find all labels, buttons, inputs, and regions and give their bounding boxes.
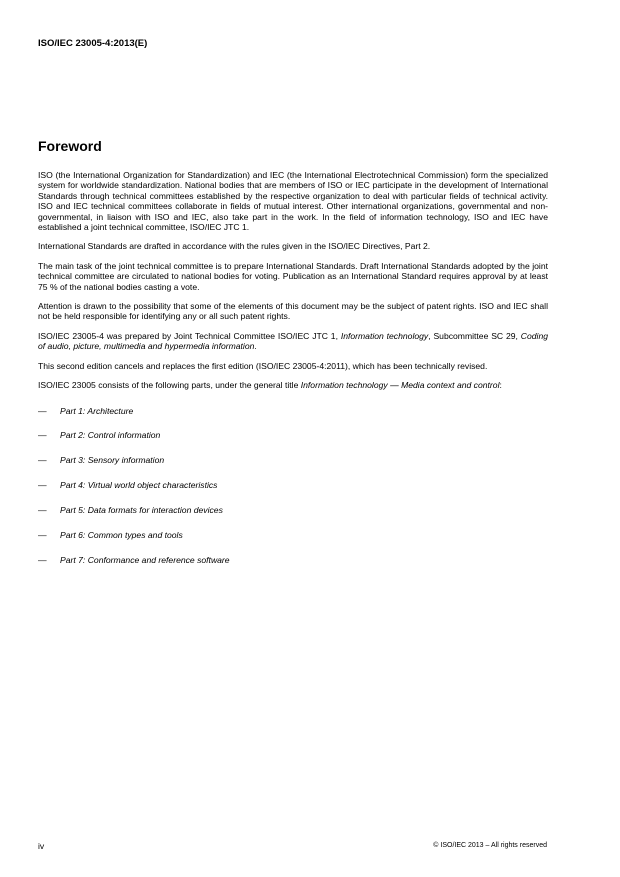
prepared-italic-technology: Information technology — [340, 330, 429, 341]
list-item — [38, 430, 548, 440]
parts-intro-suffix: : — [499, 380, 502, 391]
prepared-middle: , Subcommittee SC 29, — [428, 330, 521, 341]
list-dash: — — [38, 554, 47, 565]
parts-list — [38, 406, 548, 566]
list-dash: — — [38, 455, 47, 466]
list-item-text: Part 4: Virtual world object characteristics — [60, 480, 218, 491]
list-item — [38, 406, 548, 416]
paragraph-parts-intro — [38, 380, 548, 390]
paragraph-patent: Attention is drawn to the possibility that some of the elements of this document may be the subject of patent rights. ISO and IEC shall not be held responsible for identifying any or all such patent rights. — [38, 301, 548, 322]
prepared-italic-coding: Coding of audio, picture, multimedia and hypermedia information — [38, 330, 548, 352]
parts-intro-title: Information technology — Media context and control — [300, 380, 500, 391]
list-item-text: Part 5: Data formats for interaction devices — [60, 505, 223, 516]
list-item-text: Part 2: Control information — [60, 430, 161, 441]
list-item — [38, 480, 548, 490]
list-dash: — — [38, 505, 47, 516]
foreword-body — [38, 170, 548, 580]
parts-intro-prefix: ISO/IEC 23005 consists of the following parts, under the general title — [38, 380, 301, 391]
copyright-notice: © ISO/IEC 2013 – All rights reserved — [433, 842, 547, 849]
prepared-suffix: . — [254, 341, 257, 352]
page-number: iv — [38, 841, 45, 851]
paragraph-prepared-by — [38, 331, 548, 352]
prepared-prefix: ISO/IEC 23005-4 was prepared by Joint Technical Committee ISO/IEC JTC 1, — [38, 330, 341, 341]
list-item-text: Part 3: Sensory information — [60, 455, 165, 466]
list-dash: — — [38, 480, 47, 491]
paragraph-organizations: ISO (the International Organization for Standardization) and IEC (the International Electrotechnical Commission) form the specialized system for worldwide standardization. National bodies that are members of ISO or IEC participate in the development of International Standards through technical committees established by the respective organization to deal with particular fields of technical activity. ISO and IEC technical committees collaborate in fields of mutual interest. Other international organizations, governmental and non-governmental, in liaison with ISO and IEC, also take part in the work. In the field of information technology, ISO and IEC have established a joint technical committee, ISO/IEC JTC 1. — [38, 170, 548, 233]
list-dash: — — [38, 530, 47, 541]
list-dash: — — [38, 430, 47, 441]
list-item — [38, 555, 548, 565]
list-item-text: Part 6: Common types and tools — [60, 530, 183, 541]
list-item — [38, 530, 548, 540]
page-title: Foreword — [38, 138, 102, 154]
list-item — [38, 505, 548, 515]
list-item-text: Part 1: Architecture — [60, 405, 134, 416]
paragraph-drafting: International Standards are drafted in accordance with the rules given in the ISO/IEC Directives, Part 2. — [38, 241, 431, 252]
list-item-text: Part 7: Conformance and reference software — [60, 554, 230, 565]
document-header: ISO/IEC 23005-4:2013(E) — [38, 38, 148, 49]
list-dash: — — [38, 405, 47, 416]
list-item — [38, 455, 548, 465]
paragraph-edition: This second edition cancels and replaces the first edition (ISO/IEC 23005-4:2011), which has been technically revised. — [38, 360, 488, 371]
paragraph-main-task: The main task of the joint technical committee is to prepare International Standards. Draft International Standards adopted by the joint technical committee are circulated to national bodies for voting. Publication as an International Standard requires approval by at least 75 % of the national bodies casting a vote. — [38, 260, 548, 292]
